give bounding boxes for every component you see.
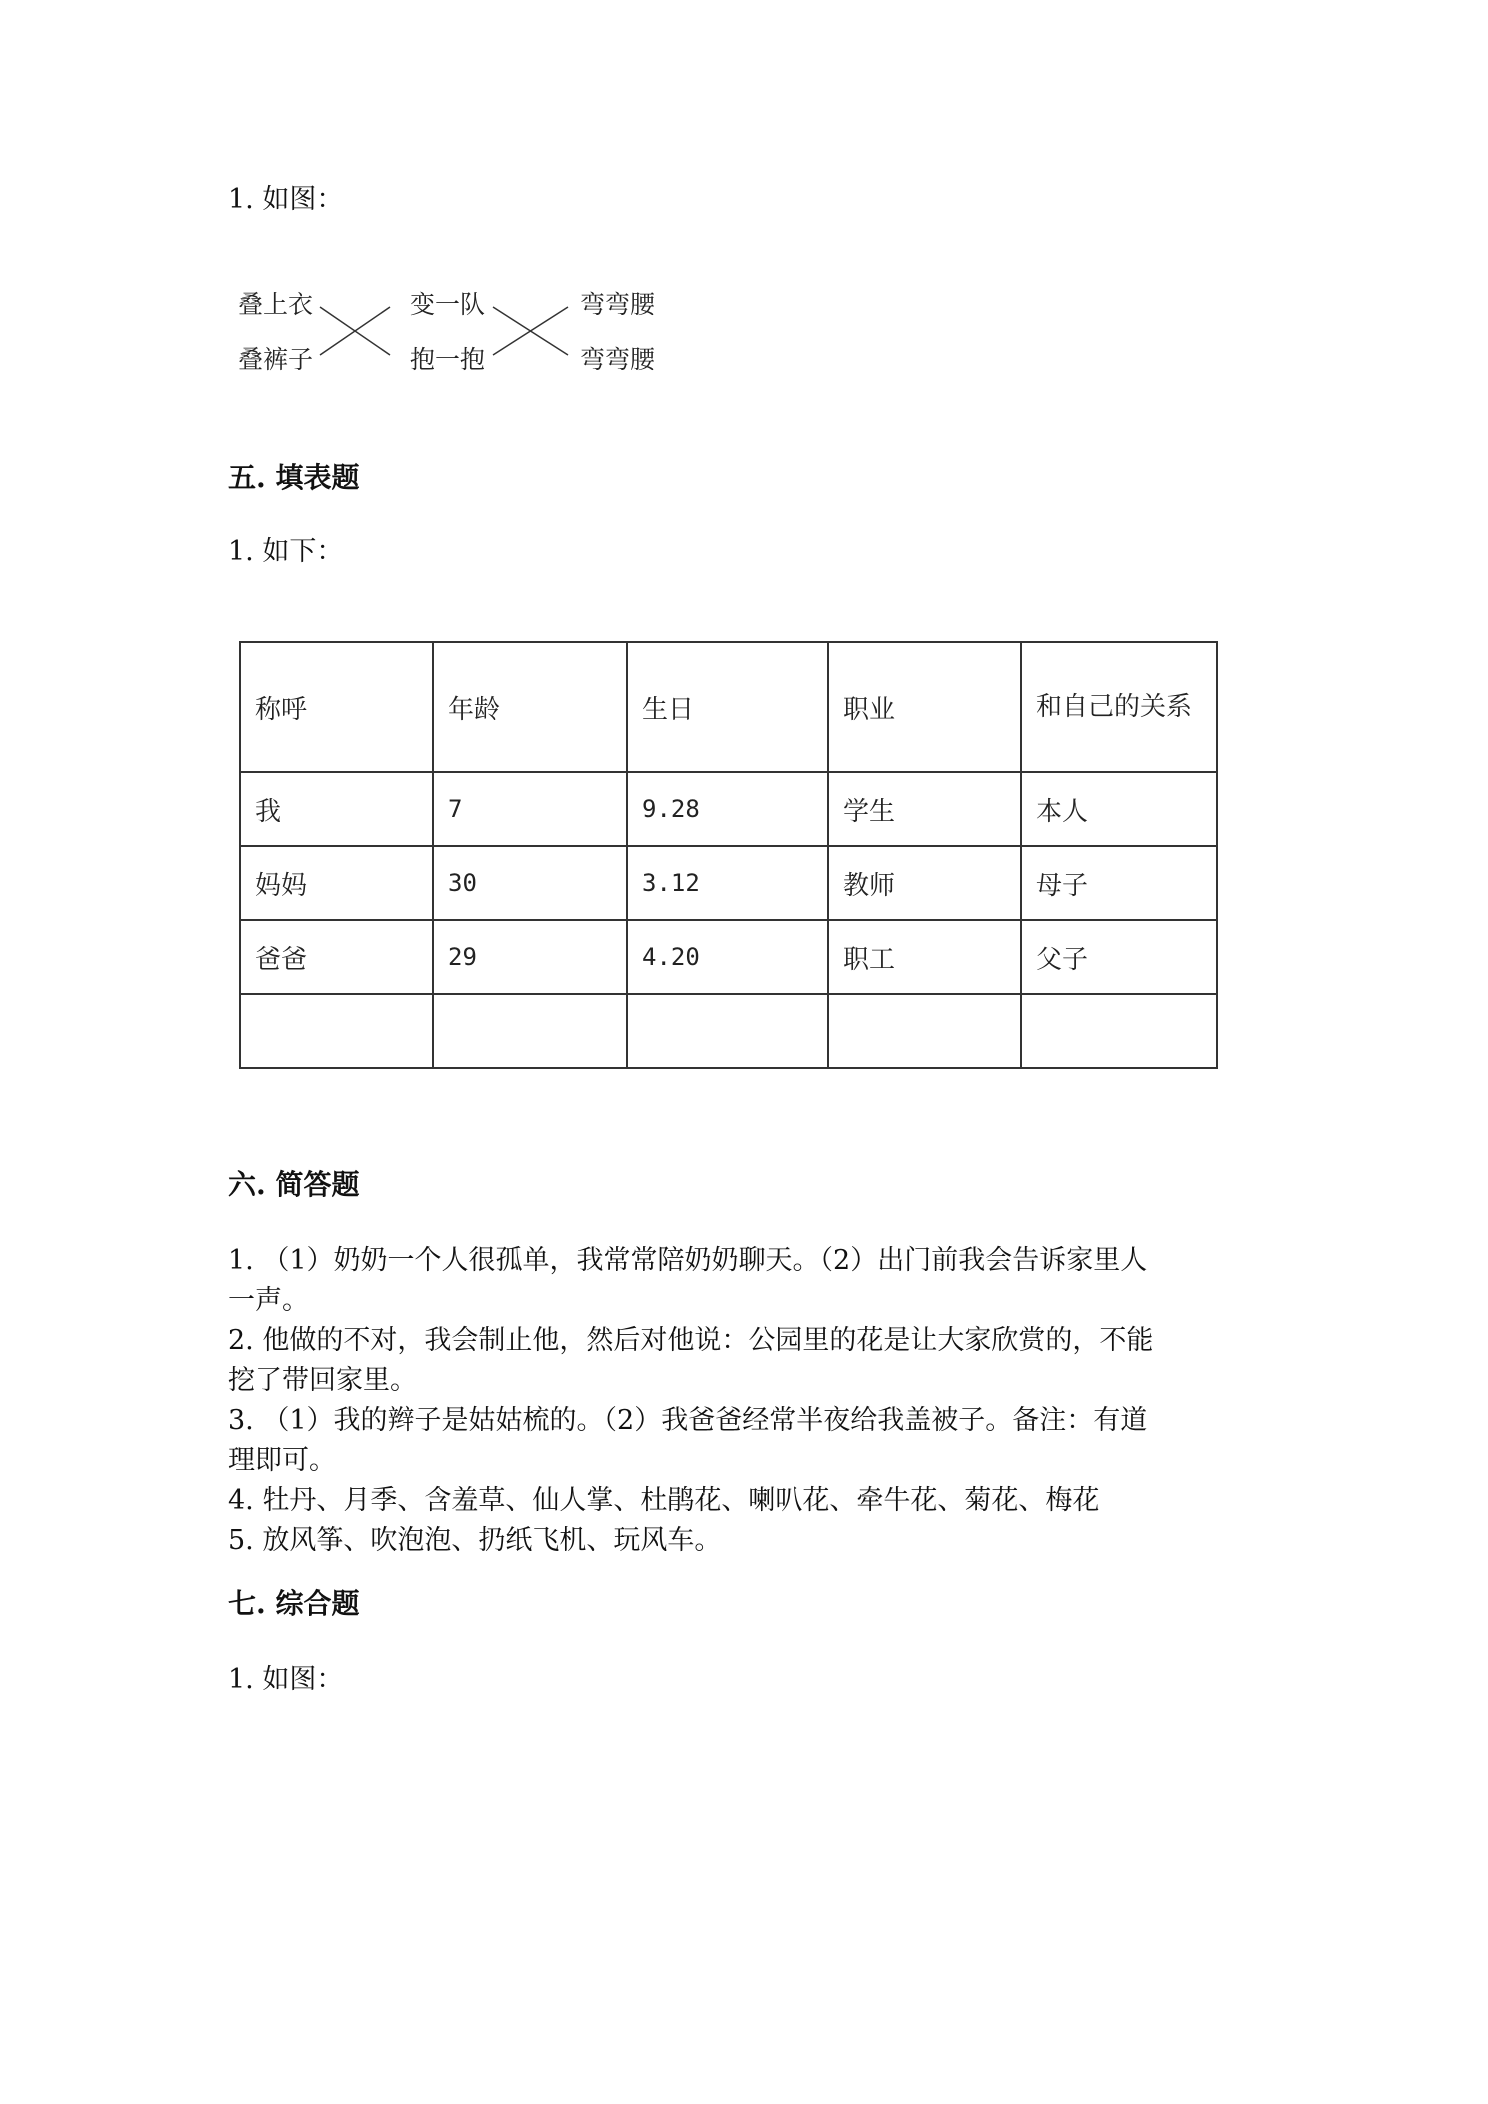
table-cell: 学生 <box>828 772 1021 846</box>
answer-line: 2. 他做的不对，我会制止他，然后对他说：公园里的花是让大家欣赏的，不能 <box>228 1325 1154 1356</box>
table-cell <box>1021 994 1217 1068</box>
answer-line: 1. 如图： <box>228 1664 344 1695</box>
table-header-cell: 职业 <box>828 642 1021 772</box>
table-cell <box>828 994 1021 1068</box>
table-cell: 30 <box>433 846 627 920</box>
table-cell <box>627 994 828 1068</box>
table-cell: 3.12 <box>627 846 828 920</box>
section-title: 五. 填表题 <box>228 461 360 494</box>
table-cell <box>433 994 627 1068</box>
table-header-cell: 称呼 <box>240 642 433 772</box>
table-row <box>240 994 1217 1068</box>
table-row <box>240 846 1217 920</box>
table-header-cell: 和自己的关系 <box>1021 642 1217 772</box>
diagram-middle-item: 抱一抱 <box>410 345 486 374</box>
table-cell: 父子 <box>1021 920 1217 994</box>
diagram-left-item: 叠上衣 <box>238 290 314 319</box>
answer-line: 一声。 <box>228 1285 309 1316</box>
diagram-right-item: 弯弯腰 <box>580 290 656 319</box>
table-header-cell: 年龄 <box>433 642 627 772</box>
table-row <box>240 920 1217 994</box>
table-cell: 7 <box>433 772 627 846</box>
section-title: 六. 简答题 <box>228 1168 360 1201</box>
answer-line: 1. （1）奶奶一个人很孤单，我常常陪奶奶聊天。（2）出门前我会告诉家里人 <box>228 1245 1148 1276</box>
answer-line: 3. （1）我的辫子是姑姑梳的。（2）我爸爸经常半夜给我盖被子。备注：有道 <box>228 1405 1148 1436</box>
table-header-cell: 生日 <box>627 642 828 772</box>
matching-diagram <box>238 285 678 385</box>
table-cell: 教师 <box>828 846 1021 920</box>
section-title: 七. 综合题 <box>228 1587 360 1620</box>
table-cell: 妈妈 <box>240 846 433 920</box>
diagram-middle-item: 变一队 <box>410 290 486 319</box>
table-cell: 9.28 <box>627 772 828 846</box>
table-cell: 本人 <box>1021 772 1217 846</box>
diagram-left-item: 叠裤子 <box>238 345 314 374</box>
answer-line: 5. 放风筝、吹泡泡、扔纸飞机、玩风车。 <box>228 1525 722 1556</box>
table-row <box>240 772 1217 846</box>
table-cell: 29 <box>433 920 627 994</box>
table-cell: 母子 <box>1021 846 1217 920</box>
answer-line: 1. 如下： <box>228 536 344 567</box>
table-cell: 我 <box>240 772 433 846</box>
answer-line: 1. 如图： <box>228 184 344 215</box>
table-cell: 爸爸 <box>240 920 433 994</box>
family-table <box>239 641 1218 1069</box>
table-cell <box>240 994 433 1068</box>
table-header-row <box>240 642 1217 772</box>
answer-line: 挖了带回家里。 <box>228 1365 417 1396</box>
answer-line: 4. 牡丹、月季、含羞草、仙人掌、杜鹃花、喇叭花、牵牛花、菊花、梅花 <box>228 1485 1100 1516</box>
answer-line: 理即可。 <box>228 1445 336 1476</box>
table-cell: 4.20 <box>627 920 828 994</box>
table-cell: 职工 <box>828 920 1021 994</box>
diagram-right-item: 弯弯腰 <box>580 345 656 374</box>
